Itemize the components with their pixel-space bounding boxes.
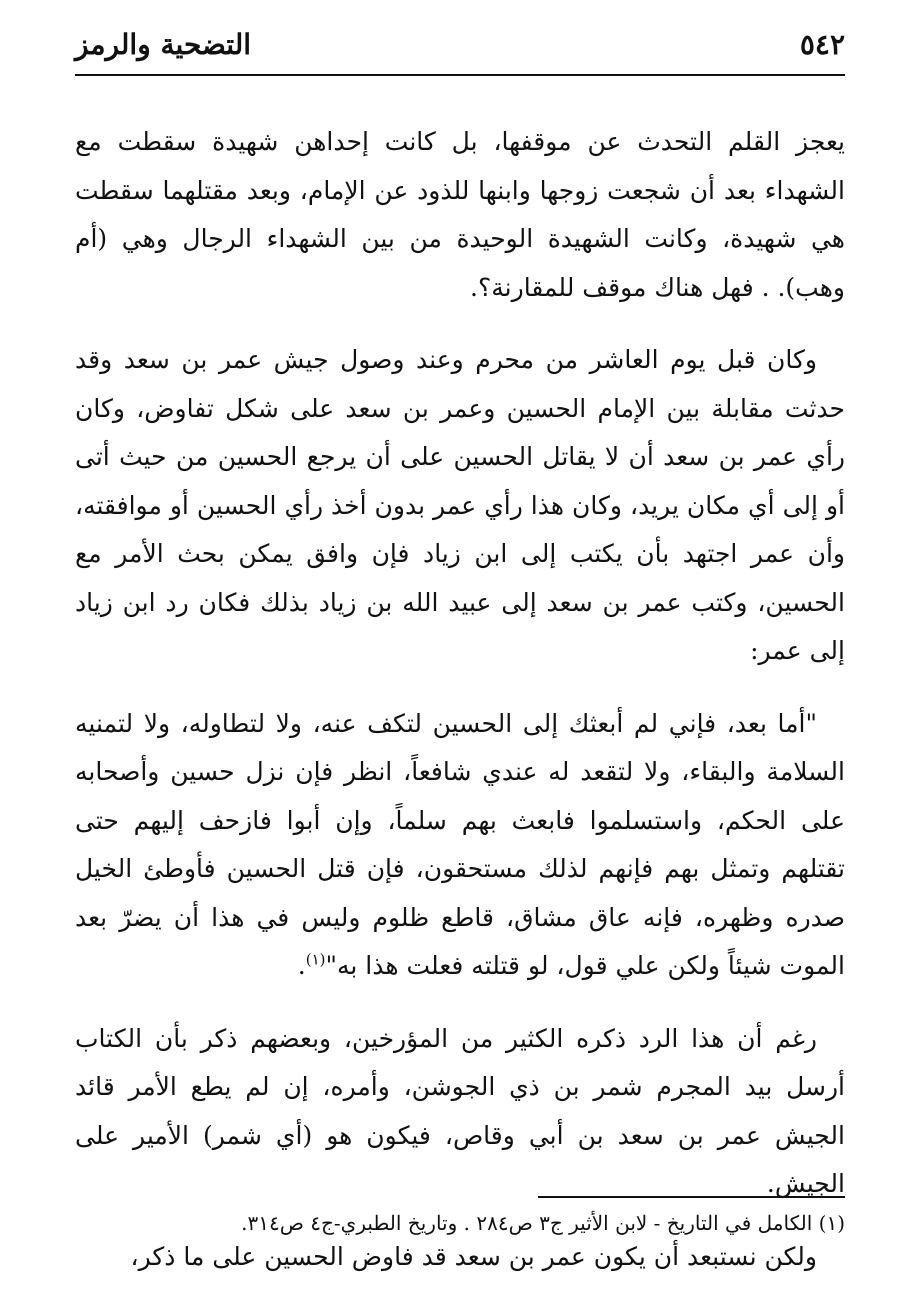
paragraph-4: رغم أن هذا الرد ذكره الكثير من المؤرخين، وبعضهم ذكر بأن الكتاب أرسل بيد المجرم شمر بن ذي الجوشن، وأمره، إن لم يطع الأمر قائد الجيش عمر بن سعد بن أبي وقاص، فيكون هو (أي شمر) الأمير على الجيش. <box>75 1023 845 1198</box>
quote-tail: . <box>297 951 306 980</box>
quote-text: "أما بعد، فإني لم أبعثك إلى الحسين لتكف عنه، ولا لتطاوله، ولا لتمنيه السلامة والبقاء، ولا لتقعد له عندي شافعاً، انظر فإن نزل حسين وأصحابه على الحكم، واستسلموا فابعث بهم سلماً، وإن أبوا فازحف إليهم حتى تقتلهم وتمثل بهم فإنهم لذلك مستحقون، فإن قتل الحسين فأوطئ الخيل صدره وظهره، فإنه عاق مشاق، قاطع ظلوم وليس في هذا أن يضرّ بعد الموت شيئاً ولكن علي قول، لو قتلته فعلت هذا به" <box>75 708 845 980</box>
page-header <box>75 22 845 76</box>
paragraph-3-quote <box>75 700 845 991</box>
footnote-divider <box>538 1196 845 1198</box>
paragraph-1: يعجز القلم التحدث عن موقفها، بل كانت إحداهن شهيدة سقطت مع الشهداء بعد أن شجعت زوجها وابنها للذود عن الإمام، وبعد مقتلهما سقطت هي شهيدة، وكانت الشهيدة الوحيدة من بين الشهداء الرجال وهي (أم وهب). . فهل هناك موقف للمقارنة؟. <box>75 127 845 302</box>
footnote: (١) الكامل في التاريخ - لابن الأثير ج٣ ص٢٨٤ . وتاريخ الطبري-ج٤ ص٣١٤. <box>241 1211 845 1235</box>
running-title: التضحية والرمز <box>75 28 252 61</box>
footnote-reference: (١) <box>305 950 326 969</box>
paragraph-5: ولكن نستبعد أن يكون عمر بن سعد قد فاوض الحسين على ما ذكر، <box>130 1241 817 1271</box>
body-text <box>75 118 845 1305</box>
paragraph-2: وكان قبل يوم العاشر من محرم وعند وصول جيش عمر بن سعد وقد حدثت مقابلة بين الإمام الحسين وعمر بن سعد على شكل تفاوض، وكان رأي عمر بن سعد أن لا يقاتل الحسين على أن يرجع الحسين من حيث أتى أو إلى أي مكان يريد، وكان هذا رأي عمر بدون أخذ رأي الحسين أو موافقته، وأن عمر اجتهد بأن يكتب إلى ابن زياد فإن وافق يمكن بحث الأمر مع الحسين، وكتب عمر بن سعد إلى عبيد الله بن زياد بذلك فكان رد ابن زياد إلى عمر: <box>75 345 845 665</box>
page-number: ٥٤٢ <box>799 28 845 61</box>
